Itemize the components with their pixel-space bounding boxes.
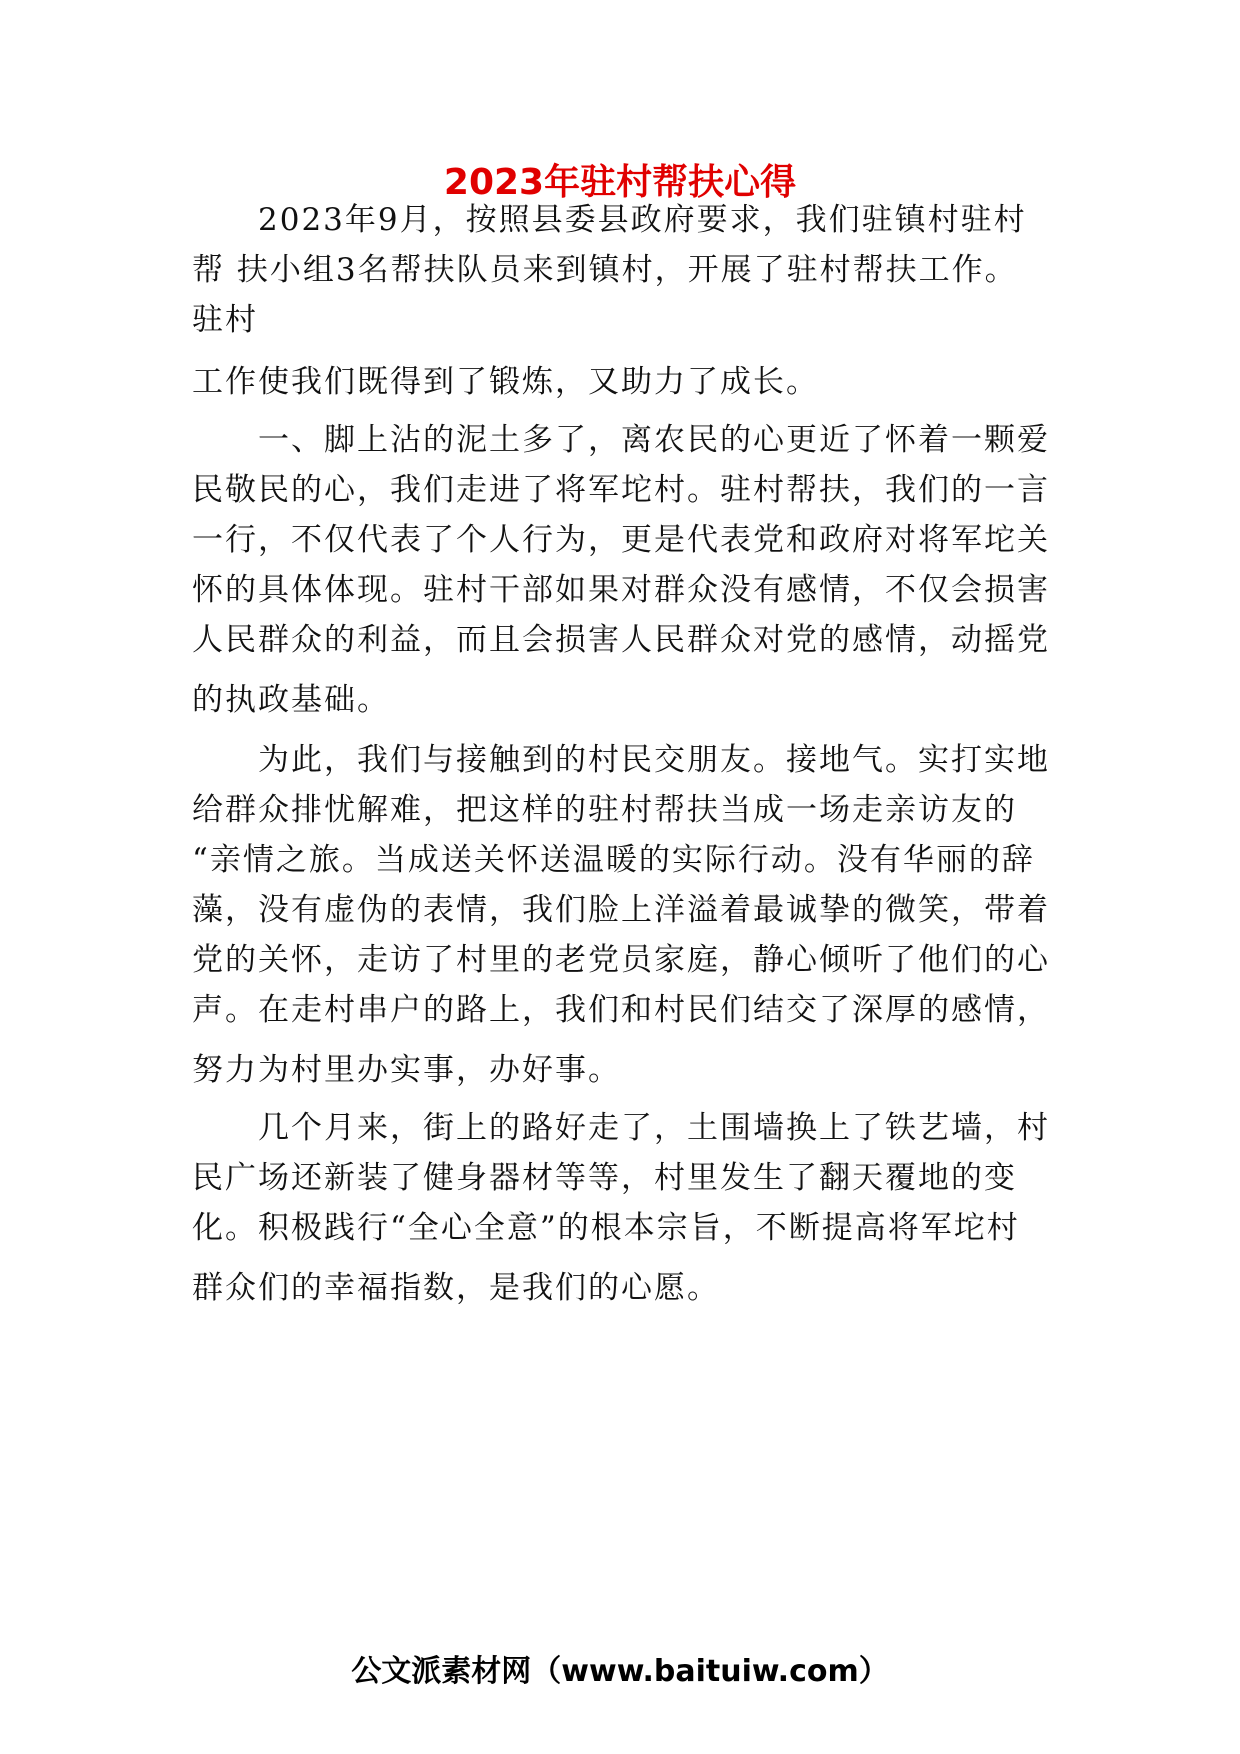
text-line: 人民群众的利益，而且会损害人民群众对党的感情，动摇党 [192,622,1050,658]
text-line: 给群众排忧解难，把这样的驻村帮扶当成一场走亲访友的 [192,792,1017,828]
text-line: 工作使我们既得到了锻炼，又助力了成长。 [192,364,819,400]
text-line: 怀的具体体现。驻村干部如果对群众没有感情，不仅会损害 [192,572,1050,608]
text-line: 藻，没有虚伪的表情，我们脸上洋溢着最诚挚的微笑，带着 [192,892,1050,928]
text-line: 民广场还新装了健身器材等等，村里发生了翻天覆地的变 [192,1160,1017,1196]
text-line: 几个月来，街上的路好走了，土围墙换上了铁艺墙，村 [258,1110,1050,1146]
text-line: 一、脚上沾的泥土多了，离农民的心更近了怀着一颗爱 [258,422,1050,458]
text-line: 群众们的幸福指数，是我们的心愿。 [192,1270,720,1306]
text-line: “亲情之旅。当成送关怀送温暖的实际行动。没有华丽的辞 [192,842,1035,878]
text-line: 帮 扶小组3名帮扶队员来到镇村，开展了驻村帮扶工作。 [192,252,1018,288]
text-line: 一行，不仅代表了个人行为，更是代表党和政府对将军坨关 [192,522,1050,558]
text-line: 努力为村里办实事，办好事。 [192,1052,621,1088]
text-line: 2023年9月，按照县委县政府要求，我们驻镇村驻村 [258,202,1027,238]
text-line: 声。在走村串户的路上，我们和村民们结交了深厚的感情， [192,992,1050,1028]
text-line: 的执政基础。 [192,682,390,718]
text-line: 党的关怀，走访了村里的老党员家庭，静心倾听了他们的心 [192,942,1050,978]
text-line: 驻村 [192,302,258,338]
document-title: 2023年驻村帮扶心得 [443,162,797,203]
text-line: 化。积极践行“全心全意”的根本宗旨，不断提高将军坨村 [192,1210,1020,1246]
text-line: 民敬民的心，我们走进了将军坨村。驻村帮扶，我们的一言 [192,472,1050,508]
text-line: 为此，我们与接触到的村民交朋友。接地气。实打实地 [258,742,1050,778]
footer-source: 公文派素材网（www.baituiw.com） [351,1654,889,1689]
